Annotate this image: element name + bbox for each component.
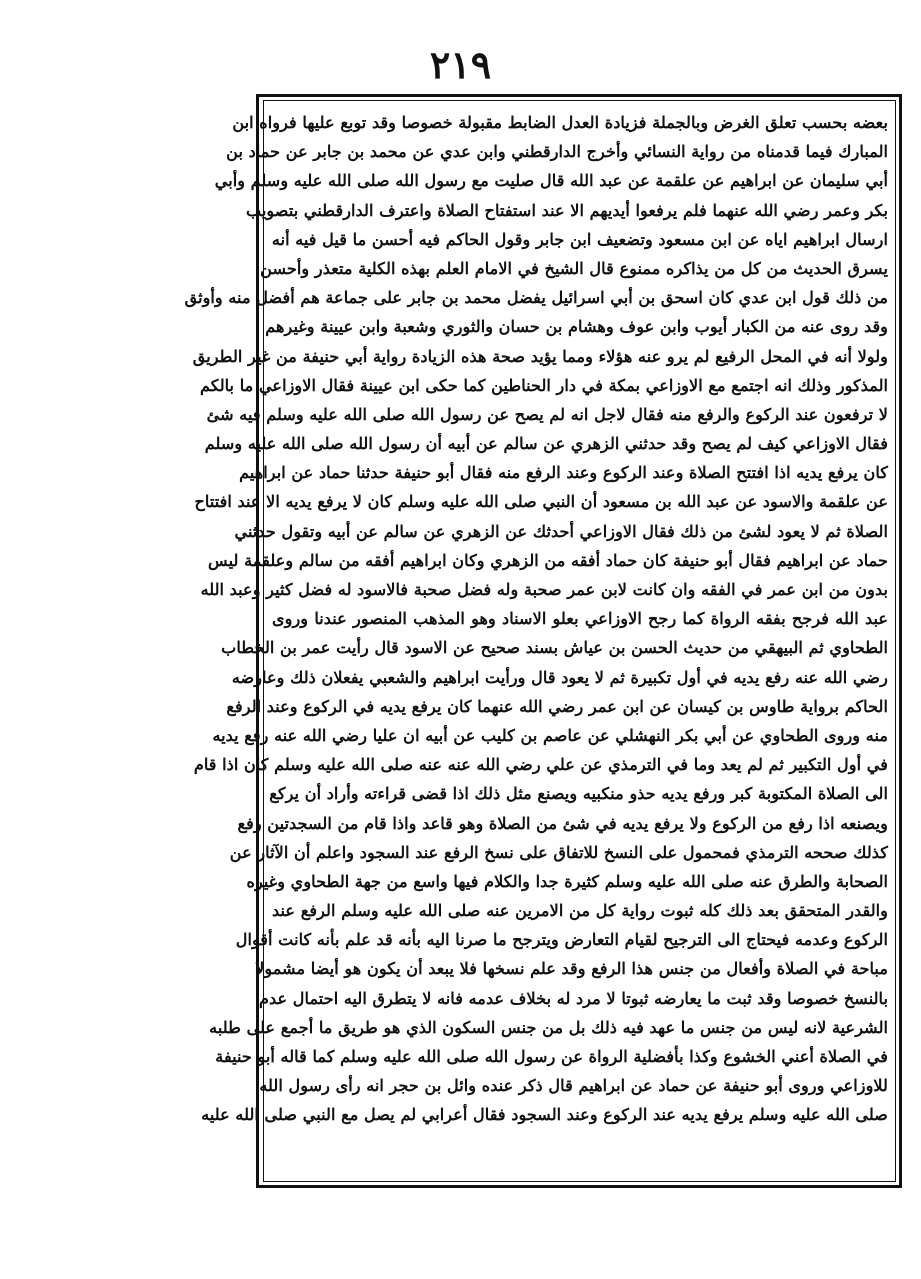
text-line: يسرق الحديث من كل من يذاكره ممنوع قال الشيخ في الامام العلم بهذه الكلية متعذر وأحسن bbox=[260, 258, 888, 278]
text-line: عن علقمة والاسود عن عبد الله بن مسعود أن النبي صلى الله عليه وسلم كان لا يرفع يديه الا عند افتتاح bbox=[194, 492, 888, 512]
text-line: والقدر المتحقق بعد ذلك كله ثبوت رواية كل من الامرين عنه صلى الله عليه وسلم الرفع عند bbox=[272, 901, 888, 921]
text-line: فقال الاوزاعي كيف لم يصح وقد حدثني الزهري عن سالم عن أبيه أن رسول الله صلى الله عليه وسلم bbox=[204, 434, 888, 454]
text-line: الطحاوي ثم البيهقي من حديث الحسن بن عياش بسند صحيح عن الاسود قال رأيت عمر بن الخطاب bbox=[221, 638, 888, 658]
text-line: لا ترفعون عند الركوع والرفع منه فقال لاجل انه لم يصح عن رسول الله صلى الله عليه وسلم فيه شئ bbox=[206, 404, 888, 424]
text-line: كان يرفع يديه اذا افتتح الصلاة وعند الركوع وعند الرفع منه فقال أبو حنيفة حدثنا حماد عن ابراهيم bbox=[239, 463, 888, 483]
text-line: منه وروى الطحاوي عن أبي بكر النهشلي عن عاصم بن كليب عن أبيه ان عليا رضي الله عنه رفع يديه bbox=[212, 725, 888, 745]
text-line: ولولا أنه في المحل الرفيع لم يرو عنه هؤلاء ومما يؤيد صحة هذه الزيادة رواية أبي حنيفة من غير الطريق bbox=[192, 346, 888, 366]
text-line: رضي الله عنه رفع يديه في أول تكبيرة ثم لا يعود قال ورأيت ابراهيم والشعبي يفعلان ذلك وعارضه bbox=[231, 667, 888, 687]
text-line: بعضه بحسب تعلق الغرض وبالجملة فزيادة العدل الضابط مقبولة خصوصا وقد توبع عليها فرواه ابن bbox=[232, 113, 888, 132]
text-line: عبد الله فرجح بفقه الرواة كما رجح الاوزاعي بعلو الاسناد وهو المذهب المنصور عندنا وروى bbox=[272, 609, 888, 629]
text-line: صلى الله عليه وسلم يرفع يديه عند الركوع وعند السجود فقال أعرابي لم يصل مع النبي صلى الله عليه bbox=[201, 1105, 888, 1125]
text-line: بكر وعمر رضي الله عنهما فلم يرفعوا أيديهم الا عند استفتاح الصلاة واعترف الدارقطني بتصويب bbox=[246, 200, 888, 220]
text-line: أبي سليمان عن ابراهيم عن علقمة عن عبد الله قال صليت مع رسول الله صلى الله عليه وسلم وأبي bbox=[214, 171, 888, 191]
body-text bbox=[184, 108, 888, 1130]
text-line: الصحابة والطرق عنه صلى الله عليه وسلم كثيرة جدا والكلام فيها واسع من جهة الطحاوي وغيره bbox=[246, 871, 888, 891]
text-line: في الصلاة أعني الخشوع وكذا بأفضلية الرواة عن رسول الله صلى الله عليه وسلم كما قاله أبو حنيفة bbox=[215, 1047, 888, 1066]
text-line: حماد عن ابراهيم فقال أبو حنيفة كان حماد أفقه من الزهري وكان ابراهيم أفقه من سالم وعلقمة ليس bbox=[208, 550, 888, 570]
text-line: مباحة في الصلاة وأفعال من جنس هذا الرفع وقد علم نسخها فلا يبعد أن يكون هو أيضا مشمولا bbox=[255, 959, 888, 979]
text-line: المذكور وذلك انه اجتمع مع الاوزاعي بمكة في دار الحناطين كما حكى ابن عيينة فقال الاوزاعي ما بالكم bbox=[199, 375, 888, 395]
text-line: الشرعية لانه ليس من جنس ما عهد فيه ذلك بل من جنس السكون الذي هو طريق ما أجمع على طلبه bbox=[209, 1017, 888, 1037]
text-line: للاوزاعي وروى أبو حنيفة عن حماد عن ابراهيم قال ذكر عنده وائل بن حجر انه رأى رسول الله bbox=[259, 1076, 888, 1096]
text-line: الصلاة ثم لا يعود لشئ من ذلك فقال الاوزاعي أحدثك عن الزهري عن سالم عن أبيه وتقول حدثني bbox=[234, 521, 888, 541]
text-line: الركوع وعدمه فيحتاج الى الترجيح لقيام التعارض ويترجح ما صرنا اليه بأنه قد علم بأنه كانت أقوال bbox=[235, 930, 888, 950]
text-line: الحاكم برواية طاوس بن كيسان عن ابن عمر رضي الله عنهما كان يرفع يديه في الركوع وعند الرفع bbox=[226, 696, 888, 716]
text-line: من ذلك قول ابن عدي كان اسحق بن أبي اسرائيل يفضل محمد بن جابر على جماعة هم أفضل منه وأوثق bbox=[184, 288, 888, 308]
text-line: المبارك فيما قدمناه من رواية النسائي وأخرج الدارقطني وابن عدي عن محمد بن جابر عن حماد بن bbox=[226, 142, 888, 162]
text-line: بدون من ابن عمر في الفقه وان كانت لابن عمر صحبة وله فضل صحبة فالاسود له فضل كثير وعبد الله bbox=[200, 580, 888, 599]
text-line: ارسال ابراهيم اياه عن ابن مسعود وتضعيف ابن جابر وقول الحاكم فيه أحسن ما قيل فيه أنه bbox=[271, 229, 888, 249]
text-line: الى الصلاة المكتوبة كبر ورفع يديه حذو منكبيه ويصنع مثل ذلك اذا قضى قراءته وأراد أن يركع bbox=[269, 784, 888, 804]
text-line: كذلك صححه الترمذي فمحمول على النسخ للاتفاق على نسخ الرفع عند السجود واعلم أن الآثار عن bbox=[229, 842, 888, 862]
text-line: في أول التكبير ثم لم يعد وما في الترمذي عن علي رضي الله عنه عنه صلى الله عليه وسلم كان اذا قام bbox=[193, 755, 888, 775]
text-line: بالنسخ خصوصا وقد ثبت ما يعارضه ثبوتا لا مرد له بخلاف عدمه فانه لا يتطرق اليه احتمال عدم bbox=[258, 988, 888, 1008]
text-line: ويصنعه اذا رفع من الركوع ولا يرفع يديه في شئ من الصلاة وهو قاعد واذا قام من السجدتين رفع bbox=[237, 813, 888, 833]
page-number: ٢١٩ bbox=[429, 42, 492, 87]
text-line: وقد روى عنه من الكبار أيوب وابن عوف وهشام بن حسان والثوري وشعبة وابن عيينة وغيرهم bbox=[265, 317, 888, 337]
